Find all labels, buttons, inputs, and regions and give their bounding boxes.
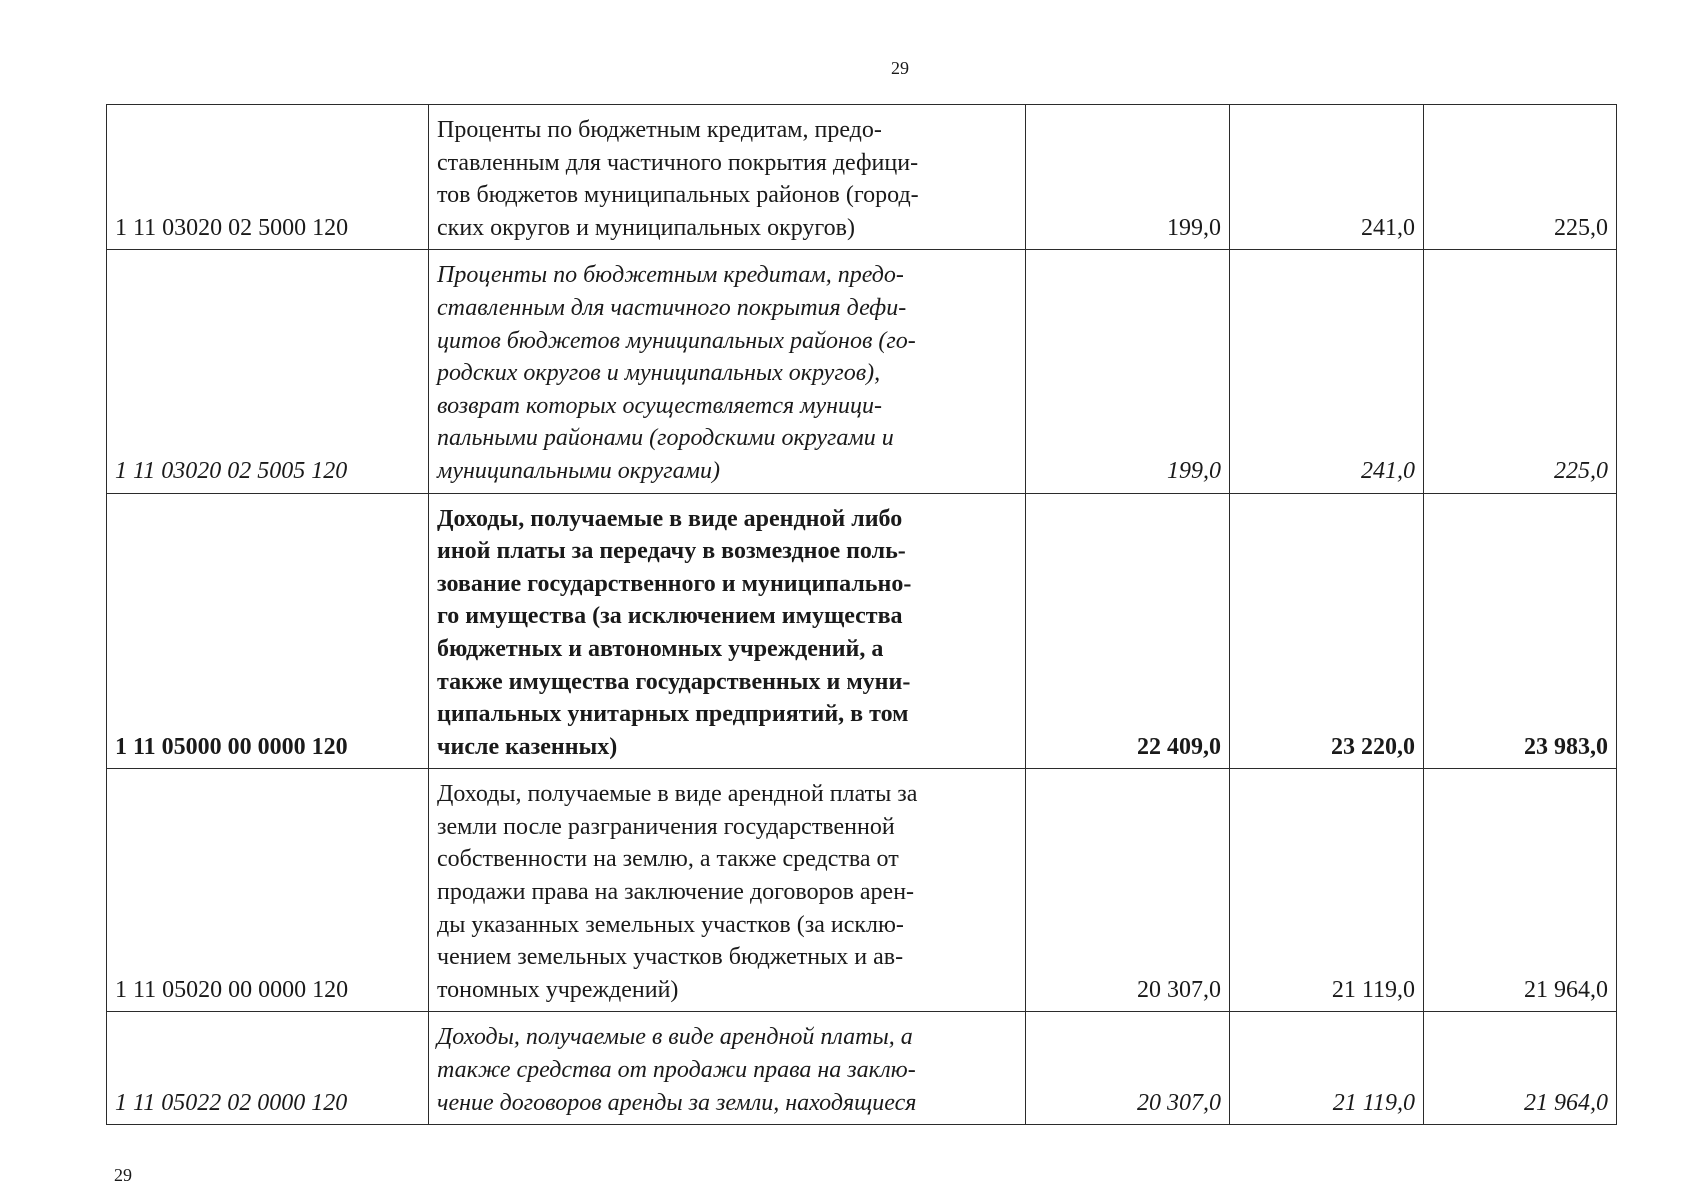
year-3-value-cell: 225,0	[1424, 105, 1617, 250]
year-3-value-cell: 23 983,0	[1424, 493, 1617, 769]
year-1-value-cell: 199,0	[1026, 250, 1230, 493]
table-row	[107, 1012, 1617, 1125]
year-3-value-cell: 21 964,0	[1424, 769, 1617, 1012]
year-1-value-cell: 22 409,0	[1026, 493, 1230, 769]
table-row	[107, 769, 1617, 1012]
year-2-value-cell: 241,0	[1230, 250, 1424, 493]
revenue-name-cell: Доходы, получаемые в виде арендной либо иной платы за передачу в возмездное поль- зование государственного и муниципально- го имущества (за исключением имущества бюджетных и автономных учреждений, а также имущества государственных и муни- ципальных унитарных предприятий, в том числе казенных)	[429, 493, 1026, 769]
budget-code-cell: 1 11 05000 00 0000 120	[107, 493, 429, 769]
budget-code-cell: 1 11 03020 02 5005 120	[107, 250, 429, 493]
year-3-value-cell: 225,0	[1424, 250, 1617, 493]
year-2-value-cell: 21 119,0	[1230, 1012, 1424, 1125]
revenue-name-cell: Проценты по бюджетным кредитам, предо- ставленным для частичного покрытия дефи- цитов бюджетов муниципальных районов (го- родских округов и муниципальных округов), возврат которых осуществляется муници- пальными районами (городскими округами и муниципальными округами)	[429, 250, 1026, 493]
year-2-value-cell: 241,0	[1230, 105, 1424, 250]
budget-code-cell: 1 11 05022 02 0000 120	[107, 1012, 429, 1125]
budget-code-cell: 1 11 05020 00 0000 120	[107, 769, 429, 1012]
page-number-top: 29	[891, 58, 909, 78]
revenue-name-cell: Доходы, получаемые в виде арендной платы за земли после разграничения государственной собственности на землю, а также средства от продажи права на заключение договоров арен- ды указанных земельных участков (за исклю- чением земельных участков бюджетных и ав- тономных учреждений)	[429, 769, 1026, 1012]
year-2-value-cell: 21 119,0	[1230, 769, 1424, 1012]
budget-revenue-table	[106, 104, 1617, 1125]
table-row	[107, 493, 1617, 769]
table-row	[107, 250, 1617, 493]
revenue-name-cell: Проценты по бюджетным кредитам, предо- ставленным для частичного покрытия дефици- тов бюджетов муниципальных районов (город- ских округов и муниципальных округов)	[429, 105, 1026, 250]
budget-code-cell: 1 11 03020 02 5000 120	[107, 105, 429, 250]
table-row	[107, 105, 1617, 250]
page-number-bottom: 29	[114, 1165, 132, 1185]
year-1-value-cell: 199,0	[1026, 105, 1230, 250]
year-1-value-cell: 20 307,0	[1026, 1012, 1230, 1125]
year-2-value-cell: 23 220,0	[1230, 493, 1424, 769]
revenue-name-cell: Доходы, получаемые в виде арендной платы, а также средства от продажи права на заклю- чение договоров аренды за земли, находящиеся	[429, 1012, 1026, 1125]
year-1-value-cell: 20 307,0	[1026, 769, 1230, 1012]
year-3-value-cell: 21 964,0	[1424, 1012, 1617, 1125]
